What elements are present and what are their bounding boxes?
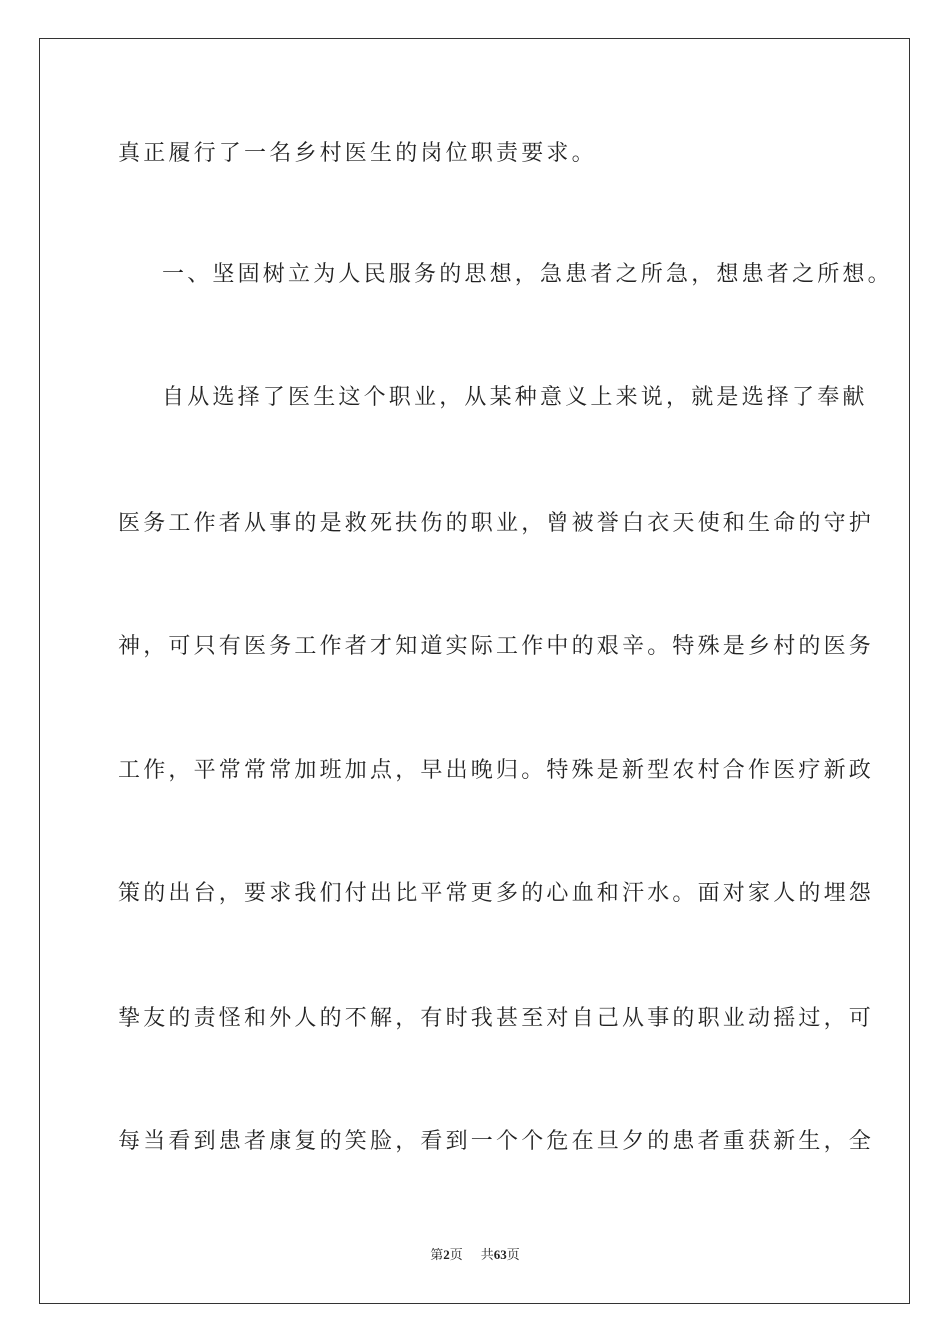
page-number: 2 bbox=[443, 1247, 450, 1262]
text-line-3: 自从选择了医生这个职业，从某种意义上来说，就是选择了奉献 bbox=[162, 385, 868, 410]
page-suffix: 页 bbox=[449, 1248, 463, 1263]
page-frame bbox=[39, 38, 910, 1304]
text-line-7: 策的出台，要求我们付出比平常更多的心血和汗水。面对家人的埋怨 bbox=[118, 881, 875, 906]
text-line-5: 神，可只有医务工作者才知道实际工作中的艰辛。特殊是乡村的医务 bbox=[118, 634, 875, 659]
total-suffix: 页 bbox=[506, 1248, 520, 1263]
page-prefix: 第 bbox=[430, 1248, 444, 1263]
total-prefix: 共 bbox=[480, 1248, 494, 1263]
text-line-1: 真正履行了一名乡村医生的岗位职责要求。 bbox=[118, 141, 597, 166]
text-line-4: 医务工作者从事的是救死扶伤的职业，曾被誉白衣天使和生命的守护 bbox=[118, 511, 875, 536]
total-pages: 63 bbox=[493, 1247, 507, 1262]
text-line-2: 一、坚固树立为人民服务的思想，急患者之所急，想患者之所想。 bbox=[162, 262, 893, 287]
text-line-8: 挚友的责怪和外人的不解，有时我甚至对自己从事的职业动摇过，可 bbox=[118, 1006, 875, 1031]
text-line-9: 每当看到患者康复的笑脸，看到一个个危在旦夕的患者重获新生，全 bbox=[118, 1129, 875, 1154]
page-footer bbox=[0, 1246, 950, 1265]
text-line-6: 工作，平常常常加班加点，早出晚归。特殊是新型农村合作医疗新政 bbox=[118, 758, 875, 783]
